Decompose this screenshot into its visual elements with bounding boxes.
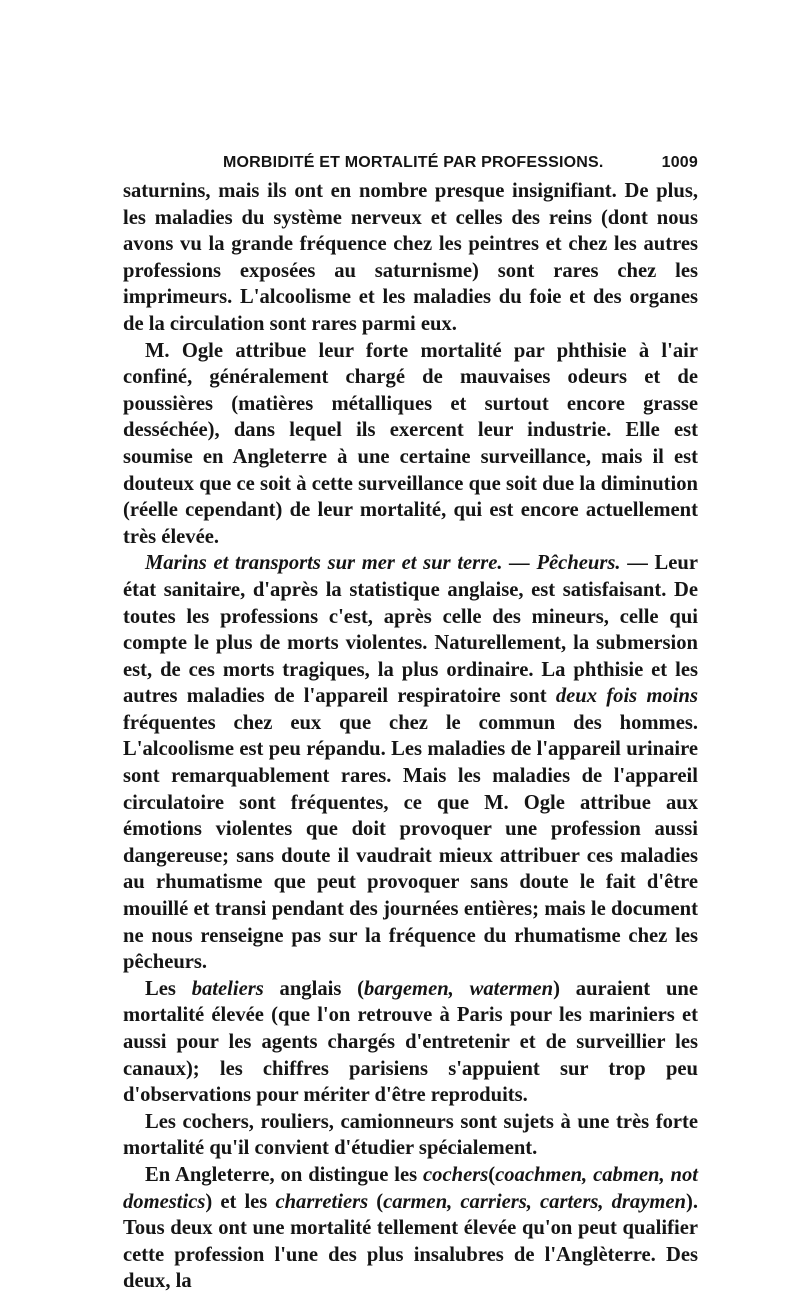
text-run: anglais (	[263, 977, 365, 1000]
italic-run: cochers	[423, 1163, 489, 1186]
running-head	[123, 148, 698, 178]
text-run: M. Ogle attribue leur forte mortalité par phthisie à l'air confiné, généralement chargé de mauvaises odeurs et de poussières (matières métalliques et surtout encore grasse desséchée), dans lequel ils exercent leur industrie. Elle est soumise en Angleterre à une certaine surveillance, mais il est douteux que ce soit à cette surveillance que soit due la diminution (réelle cependant) de leur mortalité, qui est encore actuellement très élevée.	[123, 339, 698, 548]
text-run: fréquentes chez eux que chez le commun des hommes. L'alcoolisme est peu répandu. Les maladies de l'appareil urinaire sont remarquablement rares. Mais les maladies de l'appareil circulatoire sont fréquentes, ce que M. Ogle attribue aux émotions violentes que doit provoquer une profession aussi dangereuse; sans doute il vaudrait mieux attribuer ces maladies au rhumatisme que peut provoquer sans doute le fait d'être mouillé et transi pendant des journées entières; mais le document ne nous renseigne pas sur la fréquence du rhumatisme chez les pêcheurs.	[123, 711, 698, 974]
italic-run: deux fois moins	[555, 685, 698, 708]
italic-run: coachmen, cabmen, not domestics	[123, 1163, 698, 1213]
italic-run: charretiers	[275, 1190, 369, 1213]
body-text	[123, 178, 698, 1295]
paragraph	[123, 1109, 698, 1162]
italic-run: Marins et transports sur mer et sur terre. — Pêcheurs.	[145, 552, 621, 575]
paragraph	[123, 550, 698, 976]
running-title: MORBIDITÉ ET MORTALITÉ PAR PROFESSIONS.	[223, 154, 604, 171]
italic-run: bateliers	[191, 977, 264, 1000]
text-run: Les cochers, rouliers, camionneurs sont sujets à une très forte mortalité qu'il convient d'étudier spécialement.	[123, 1110, 698, 1160]
text-run: saturnins, mais ils ont en nombre presque insignifiant. De plus, les maladies du système nerveux et celles des reins (dont nous avons vu la grande fréquence chez les peintres et chez les autres professions exposées au saturnisme) sont rares chez les imprimeurs. L'alcoolisme et les maladies du foie et des organes de la circulation sont rares parmi eux.	[123, 180, 698, 335]
italic-run: carmen, carriers, carters, draymen	[383, 1190, 686, 1213]
text-run: ). Tous deux ont une mortalité tellement élevée qu'on peut qualifier cette profession l'une des plus insalubres de l'Anglèterre. Des deux, la	[123, 1190, 698, 1293]
paragraph	[123, 178, 698, 338]
text-run: (	[488, 1163, 496, 1186]
page-number: 1009	[661, 154, 698, 171]
italic-run: bargemen, watermen	[364, 977, 554, 1000]
text-run: ) auraient une mortalité élevée (que l'on retrouve à Paris pour les mariniers et aussi pour les agents chargés d'entretenir et de surveillier les canaux); les chiffres parisiens s'appuient sur trop peu d'observations pour mériter d'être reproduits.	[123, 977, 698, 1107]
document-page	[123, 148, 698, 1295]
text-run: (	[368, 1190, 384, 1213]
paragraph	[123, 1162, 698, 1295]
text-run: Les	[145, 977, 192, 1000]
text-run: En Angleterre, on distingue les	[145, 1163, 424, 1186]
paragraph	[123, 338, 698, 551]
text-run: — Leur état sanitaire, d'après la statistique anglaise, est satisfaisant. De toutes les professions c'est, après celle des mineurs, celle qui compte le plus de morts violentes. Naturellement, la submersion est, de ces morts tragiques, la plus ordinaire. La phthisie et les autres maladies de l'appareil respiratoire sont	[123, 552, 698, 708]
paragraph	[123, 976, 698, 1109]
text-run: ) et les	[205, 1190, 276, 1213]
